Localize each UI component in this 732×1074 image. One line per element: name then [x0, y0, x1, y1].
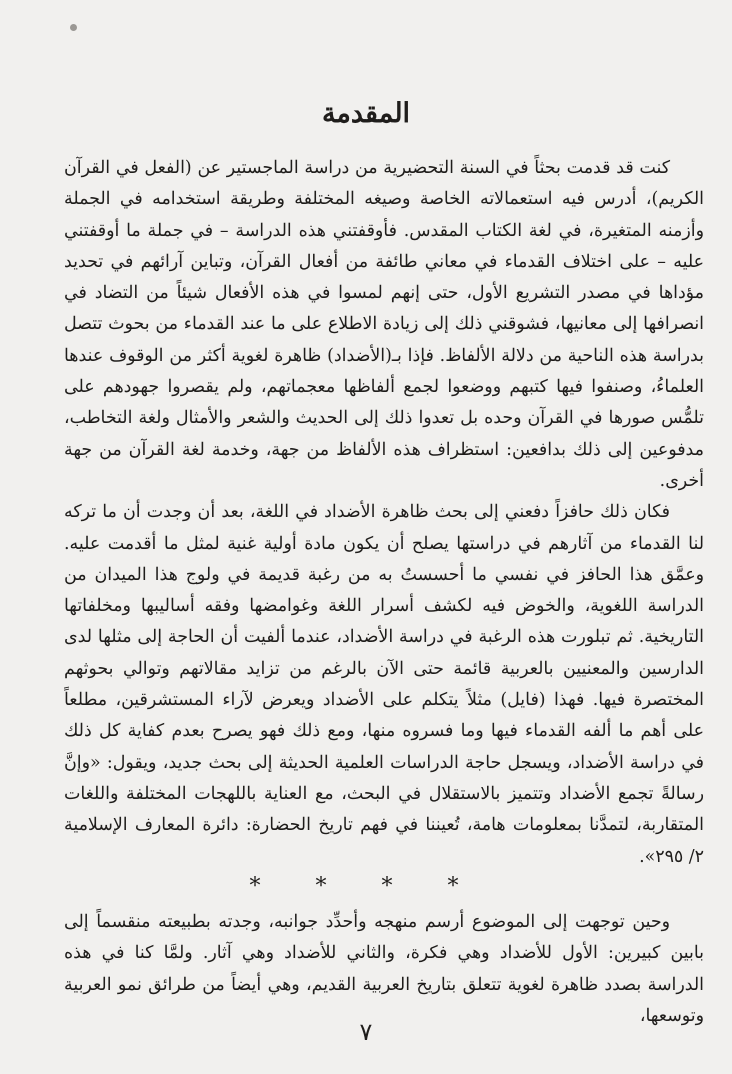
ink-dot — [70, 24, 77, 31]
section-separator: * * * * — [249, 874, 483, 899]
paragraph-2: فكان ذلك حافزاً دفعني إلى بحث ظاهرة الأضداد في اللغة، بعد أن وجدت أن ما تركه لنا القدماء من آثارهم في دراستها يصلح أن يكون مادة أولية غنية لمثل ما أقدمت عليه. وعمَّق هذا الحافز في نفسي ما أحسستُ به من رغبة قديمة في ولوج هذا الميدان من الدراسة اللغوية، والخوض فيه لكشف أسرار اللغة وغوامضها وفقه أساليبها ومخلفاتها التاريخية. ثم تبلورت هذه الرغبة في دراسة الأضداد، عندما ألفيت أن الحاجة إلى مثلها لدى الدارسين والمعنيين بالعربية قائمة حتى الآن بالرغم من تزايد مقالاتهم وتوالي بحوثهم المختصرة فيها. فهذا (فايل) مثلاً يتكلم على الأضداد ويعرض لآراء المستشرقين، مطلعاً على أهم ما ألفه القدماء فيها وما فسروه منها، ومع ذلك فهو يصرح بعدم كفاية كل ذلك في دراسة الأضداد، ويسجل حاجة الدراسات العلمية الحديثة إلى بحث جديد، ويقول: «وإنَّ رسالةً تجمع الأضداد وتتميز بالاستقلال في البحث، مع العناية باللهجات المختلفة واللغات المتقاربة، لتمدَّنا بمعلومات هامة، تُعيننا في فهم تاريخ الحضارة: دائرة المعارف الإسلامية ٢/ ٢٩٥». — [64, 502, 704, 867]
paragraph-1: كنت قد قدمت بحثاً في السنة التحضيرية من دراسة الماجستير عن (الفعل في القرآن الكريم)، أدرس فيه استعمالاته الخاصة وصيغه المختلفة وطريقة استخدامه في الجملة وأزمنه المتغيرة، في لغة الكتاب المقدس. فأوقفتني هذه الدراسة – في جملة ما أوقفتني عليه – على اختلاف القدماء في معاني طائفة من أفعال القرآن، وتباين آرائهم في تحديد مؤداها في مصدر التشريع الأول، حتى إنهم لمسوا في هذه الأفعال شيئاً من التضاد في انصرافها إلى معانيها، فشوقني ذلك إلى زيادة الاطلاع على ما عند القدماء من بحوث تتصل بدراسة هذه الناحية من دلالة الألفاظ. فإذا بـ(الأضداد) ظاهرة لغوية أكثر من الوقوف عندها العلماءُ، وصنفوا فيها كتبهم ووضعوا لجمع ألفاظها معجماتهم، ولم يقصروا جهودهم على تلمُّس صورها في القرآن وحده بل تعدوا ذلك إلى الحديث والشعر والأمثال ولغة التخاطب، مدفوعين إلى ذلك بدافعين: استظراف هذه الألفاظ من جهة، وخدمة لغة القرآن من جهة أخرى. — [64, 158, 704, 491]
continued-text — [64, 907, 704, 1032]
intro-paragraphs — [64, 153, 704, 873]
page-number: ٧ — [359, 1018, 373, 1046]
page-title: المقدمة — [321, 98, 411, 129]
paragraph-3: وحين توجهت إلى الموضوع أرسم منهجه وأحدِّد جوانبه، وجدته بطبيعته منقسماً إلى بابين كبيرين: الأول للأضداد وهي فكرة، والثاني للأضداد وهي آثار. ولمَّا كنا في هذه الدراسة بصدد ظاهرة لغوية تتعلق بتاريخ العربية القديم، وهي أيضاً من طرائق نمو العربية وتوسعها، — [64, 912, 704, 1026]
